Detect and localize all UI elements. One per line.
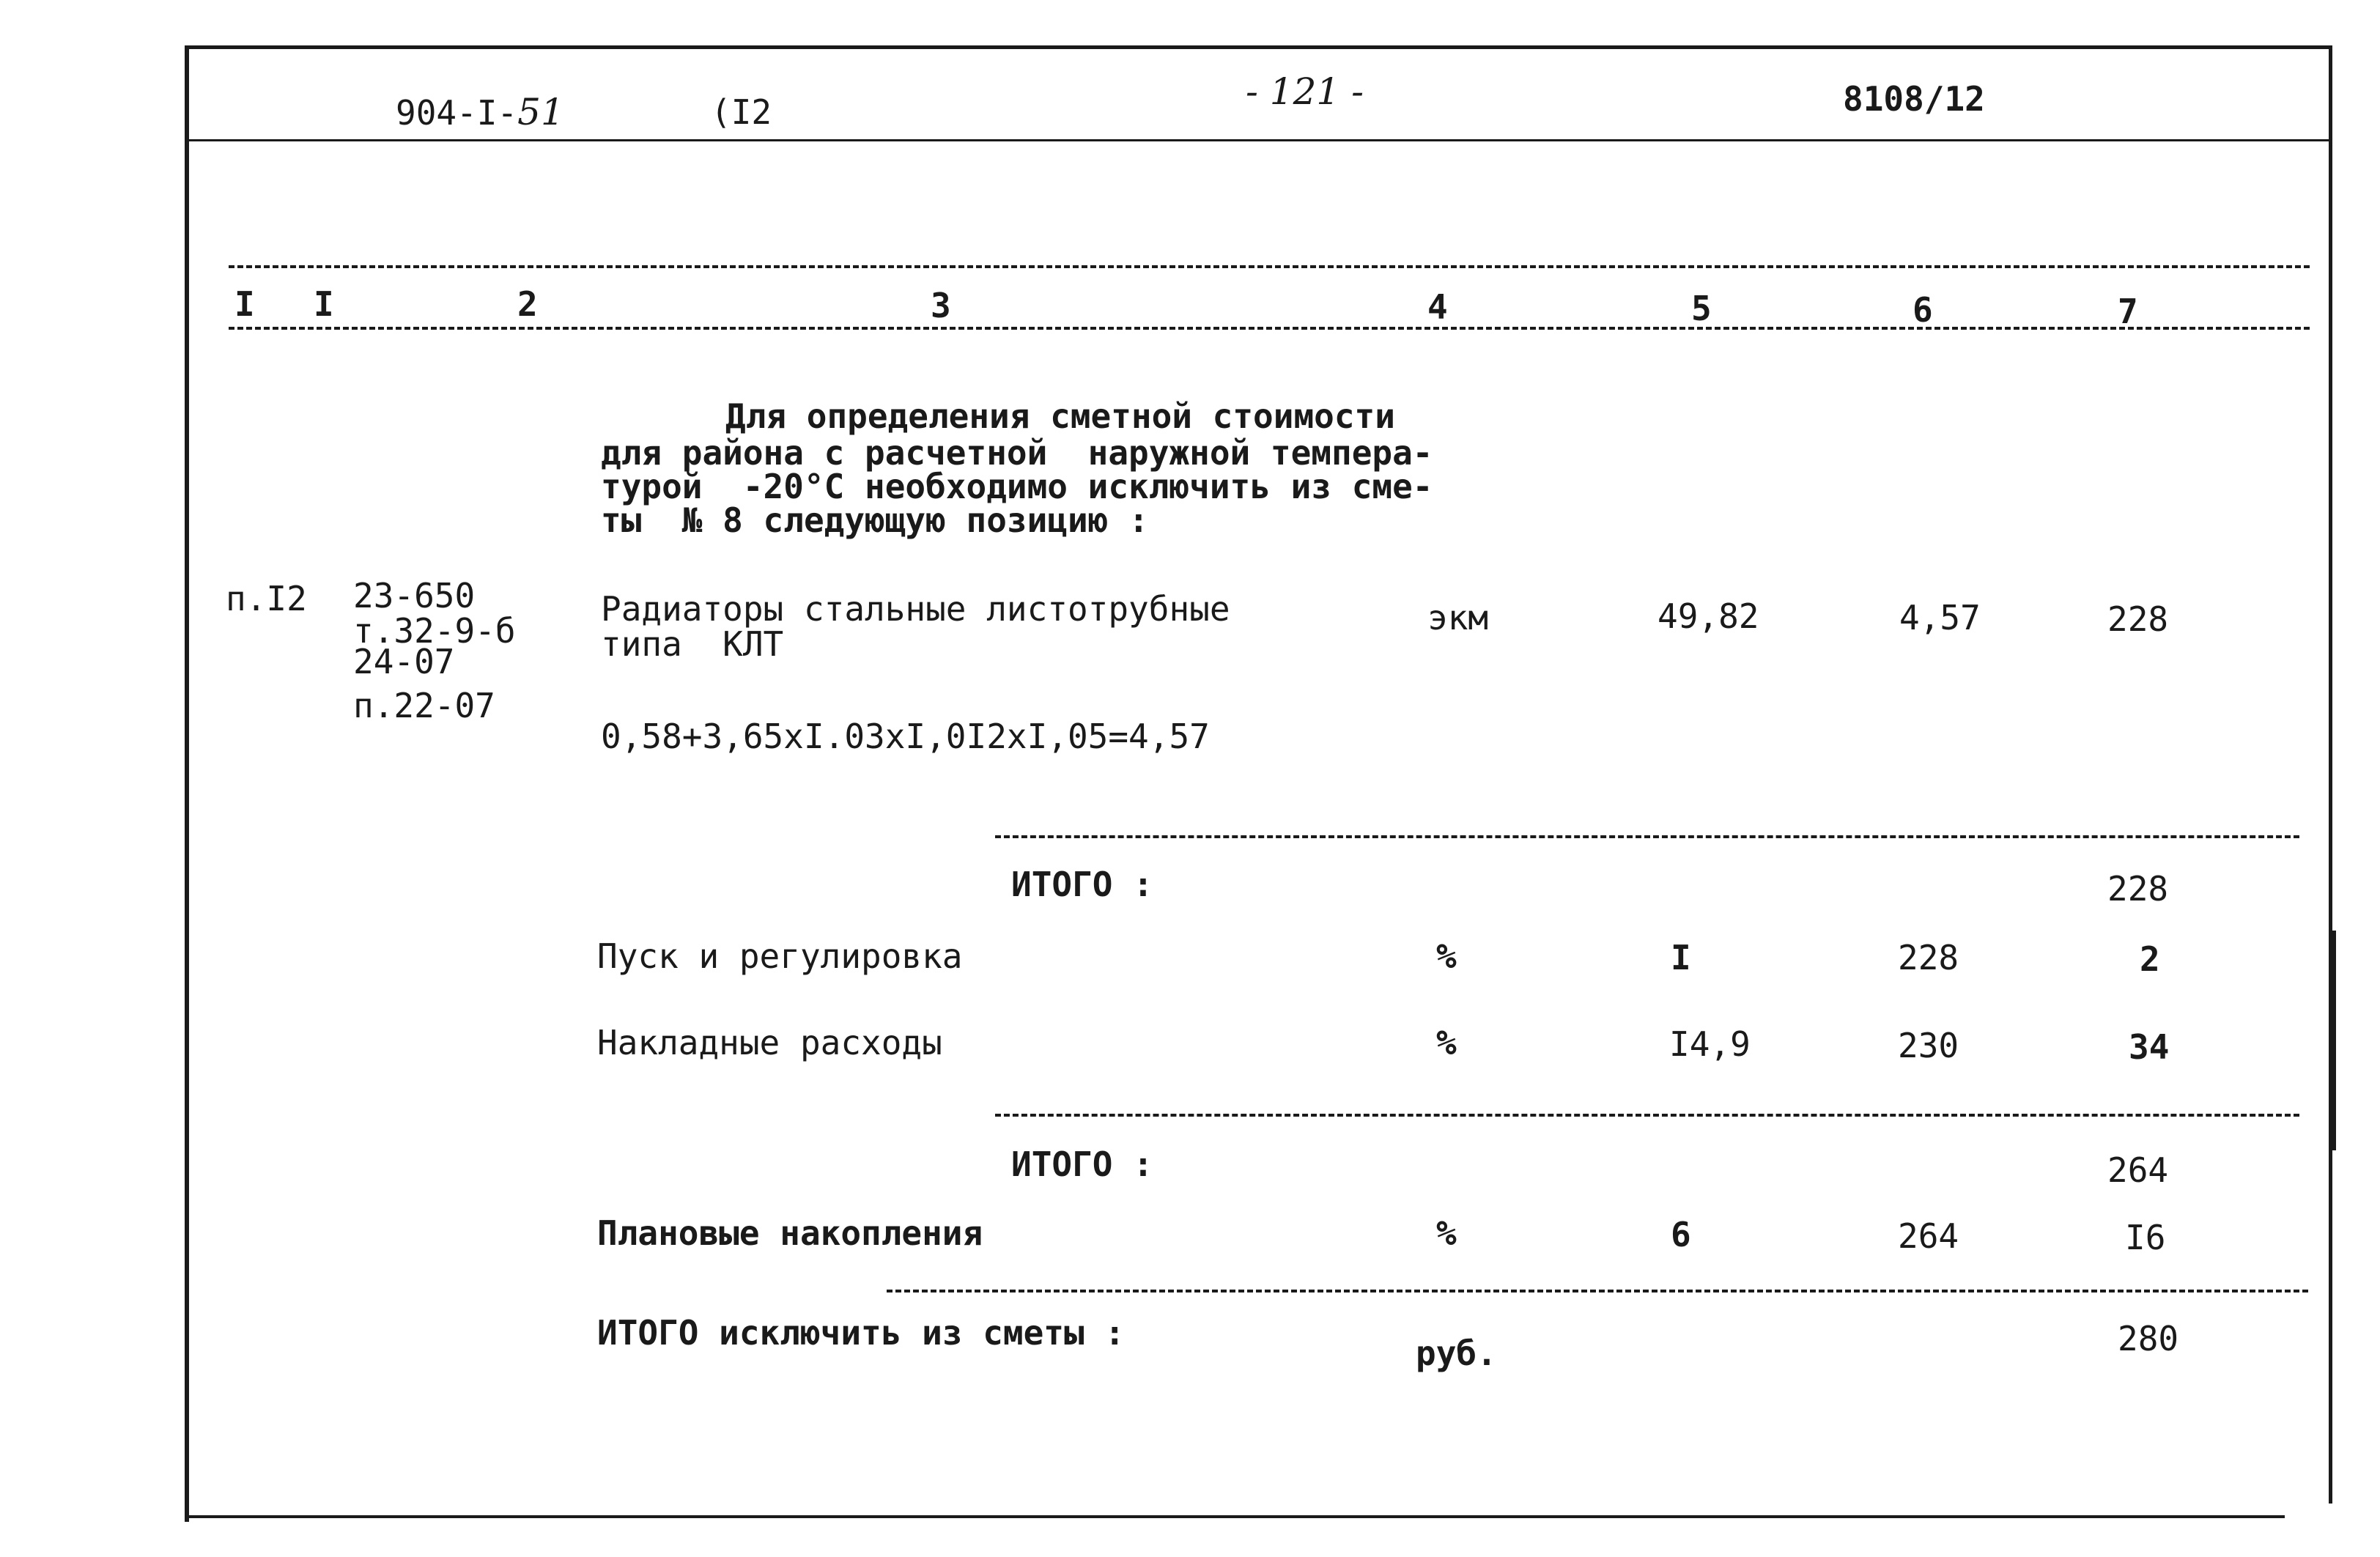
item-reference: т.32-9-б xyxy=(353,611,516,651)
charge-rate: I xyxy=(1671,938,1691,977)
section-number: (I2 xyxy=(711,92,772,132)
frame-right-mark xyxy=(2329,931,2336,1150)
charge-rate: 6 xyxy=(1671,1215,1691,1254)
column-number: I xyxy=(234,284,255,324)
charge-total: 34 xyxy=(2129,1027,2170,1067)
subtotal-rule xyxy=(995,835,2299,838)
charge-label: Накладные расходы xyxy=(597,1023,942,1062)
subtotal-value: 228 xyxy=(2107,869,2169,909)
intro-line: ты № 8 следующую позицию : xyxy=(601,500,1149,540)
grand-total-value: 280 xyxy=(2118,1319,2179,1358)
grand-total-label: ИТОГО исключить из сметы : xyxy=(597,1313,1126,1353)
column-number: 7 xyxy=(2118,292,2138,331)
column-number: 5 xyxy=(1691,289,1712,328)
item-total: 228 xyxy=(2107,599,2169,639)
frame-top-border xyxy=(185,45,2332,49)
item-reference: 23-650 xyxy=(353,576,476,615)
charge-label: Плановые накопления xyxy=(597,1213,983,1253)
grand-total-rule xyxy=(887,1290,2308,1292)
item-position: п.I2 xyxy=(226,579,307,618)
doc-code: 904-I-51 xyxy=(396,91,564,133)
item-quantity: 49,82 xyxy=(1658,596,1759,636)
doc-code-handwritten: 51 xyxy=(517,91,564,133)
column-header-top-rule xyxy=(229,265,2310,268)
charge-unit: % xyxy=(1436,1023,1457,1062)
subtotal-label: ИТОГО : xyxy=(1011,865,1153,904)
column-number: I xyxy=(314,284,334,324)
intro-line: турой -20°С необходимо исключить из сме- xyxy=(601,467,1433,506)
intro-line: для района с расчетной наружной темпера- xyxy=(601,433,1433,473)
charge-unit: % xyxy=(1436,936,1457,976)
page-number: - 121 - xyxy=(1246,70,1364,113)
charge-total: 2 xyxy=(2140,939,2160,979)
grand-total-unit: руб. xyxy=(1416,1334,1497,1373)
item-unit-price: 4,57 xyxy=(1899,598,1981,637)
frame-bottom-border xyxy=(189,1515,2285,1518)
frame-left-border xyxy=(185,45,189,1522)
subtotal-rule xyxy=(995,1114,2299,1117)
item-reference: п.22-07 xyxy=(353,686,495,725)
intro-line: Для определения сметной стоимости xyxy=(725,396,1395,436)
column-number: 4 xyxy=(1427,287,1448,327)
price-formula: 0,58+3,65xI.03xI,0I2xI,05=4,57 xyxy=(601,717,1210,756)
charge-label: Пуск и регулировка xyxy=(597,936,963,976)
subtotal-value: 264 xyxy=(2107,1150,2169,1190)
subtotal-label: ИТОГО : xyxy=(1011,1144,1153,1184)
column-number: 3 xyxy=(931,286,951,325)
charge-rate: I4,9 xyxy=(1669,1024,1751,1064)
item-name-line: типа КЛТ xyxy=(601,624,784,664)
header-divider xyxy=(185,139,2332,141)
item-reference: 24-07 xyxy=(353,642,455,681)
column-header-bottom-rule xyxy=(229,327,2310,330)
frame-right-border xyxy=(2329,45,2332,1504)
charge-base: 230 xyxy=(1898,1026,1959,1065)
sheet-reference: 8108/12 xyxy=(1843,79,1985,119)
item-unit: экм xyxy=(1427,598,1489,637)
item-name-line: Радиаторы стальные листотрубные xyxy=(601,589,1230,629)
charge-base: 264 xyxy=(1898,1216,1959,1256)
column-number: 6 xyxy=(1912,290,1933,330)
column-number: 2 xyxy=(517,284,538,324)
charge-total: I6 xyxy=(2125,1218,2166,1257)
charge-unit: % xyxy=(1436,1213,1457,1253)
charge-base: 228 xyxy=(1898,938,1959,977)
